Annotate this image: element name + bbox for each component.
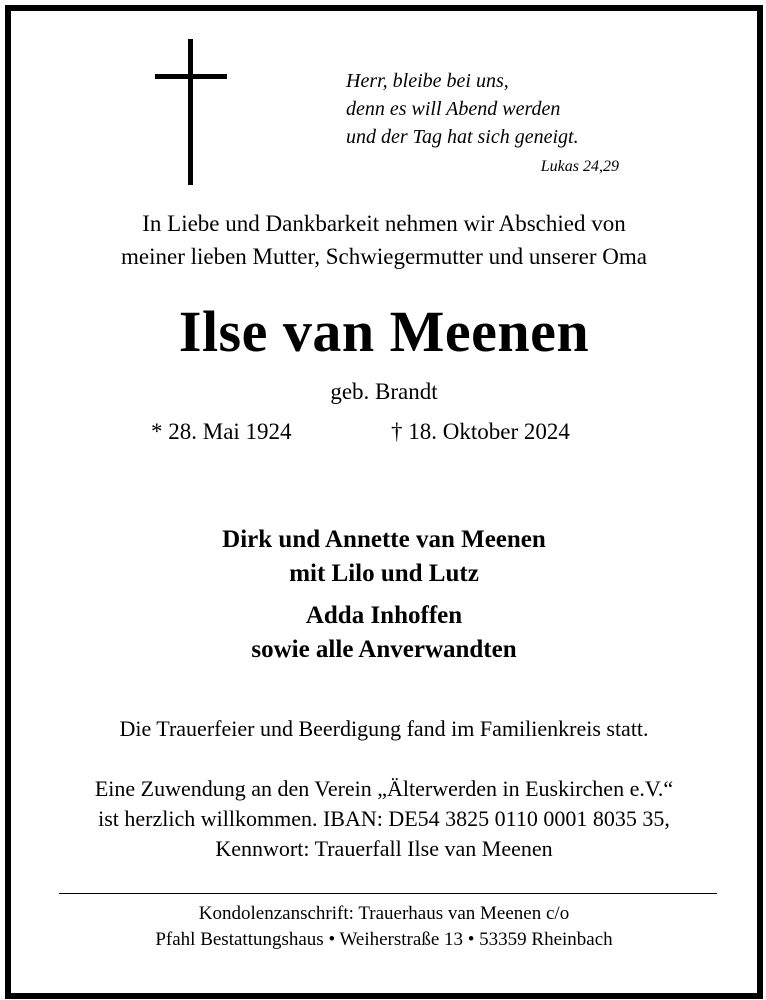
address-line: Pfahl Bestattungshaus • Weiherstraße 13 • 53359 Rheinbach — [155, 929, 613, 950]
verse-line: Herr, bleibe bei uns, — [346, 70, 509, 92]
intro-line: In Liebe und Dankbarkeit nehmen wir Abschied von — [142, 211, 626, 236]
funeral-notice: Die Trauerfeier und Beerdigung fand im Familienkreis statt. — [119, 716, 649, 741]
verse-line: denn es will Abend werden — [346, 98, 561, 120]
address-line: Kondolenzanschrift: Trauerhaus van Meenen c/o — [198, 903, 570, 924]
verse-reference: Lukas 24,29 — [540, 158, 619, 175]
birth-date: * 28. Mai 1924 — [151, 419, 292, 444]
death-date: † 18. Oktober 2024 — [391, 419, 570, 444]
condolence-address — [11, 901, 757, 953]
intro-text — [11, 207, 757, 273]
verse-line: und der Tag hat sich geneigt. — [346, 126, 579, 148]
maiden-name: geb. Brandt — [330, 379, 438, 404]
cross-icon — [155, 39, 227, 185]
donation-line: Eine Zuwendung an den Verein „Älterwerden in Euskirchen e.V.“ — [94, 776, 674, 801]
bible-verse — [346, 67, 646, 151]
mourner-line: Adda Inhoffen — [305, 602, 463, 629]
deceased-name: Ilse van Meenen — [178, 299, 590, 364]
mourner-line: Dirk und Annette van Meenen — [222, 526, 546, 553]
obituary-notice — [5, 5, 763, 999]
donation-line: ist herzlich willkommen. IBAN: DE54 3825 0110 0001 8035 35, — [98, 806, 670, 831]
mourners-list — [11, 523, 757, 667]
intro-line: meiner lieben Mutter, Schwiegermutter und unserer Oma — [121, 244, 647, 269]
donation-line: Kennwort: Trauerfall Ilse van Meenen — [215, 836, 553, 861]
mourner-line: sowie alle Anverwandten — [251, 636, 517, 663]
mourner-line: mit Lilo und Lutz — [289, 560, 479, 587]
divider — [59, 893, 717, 894]
donation-request — [11, 774, 757, 864]
